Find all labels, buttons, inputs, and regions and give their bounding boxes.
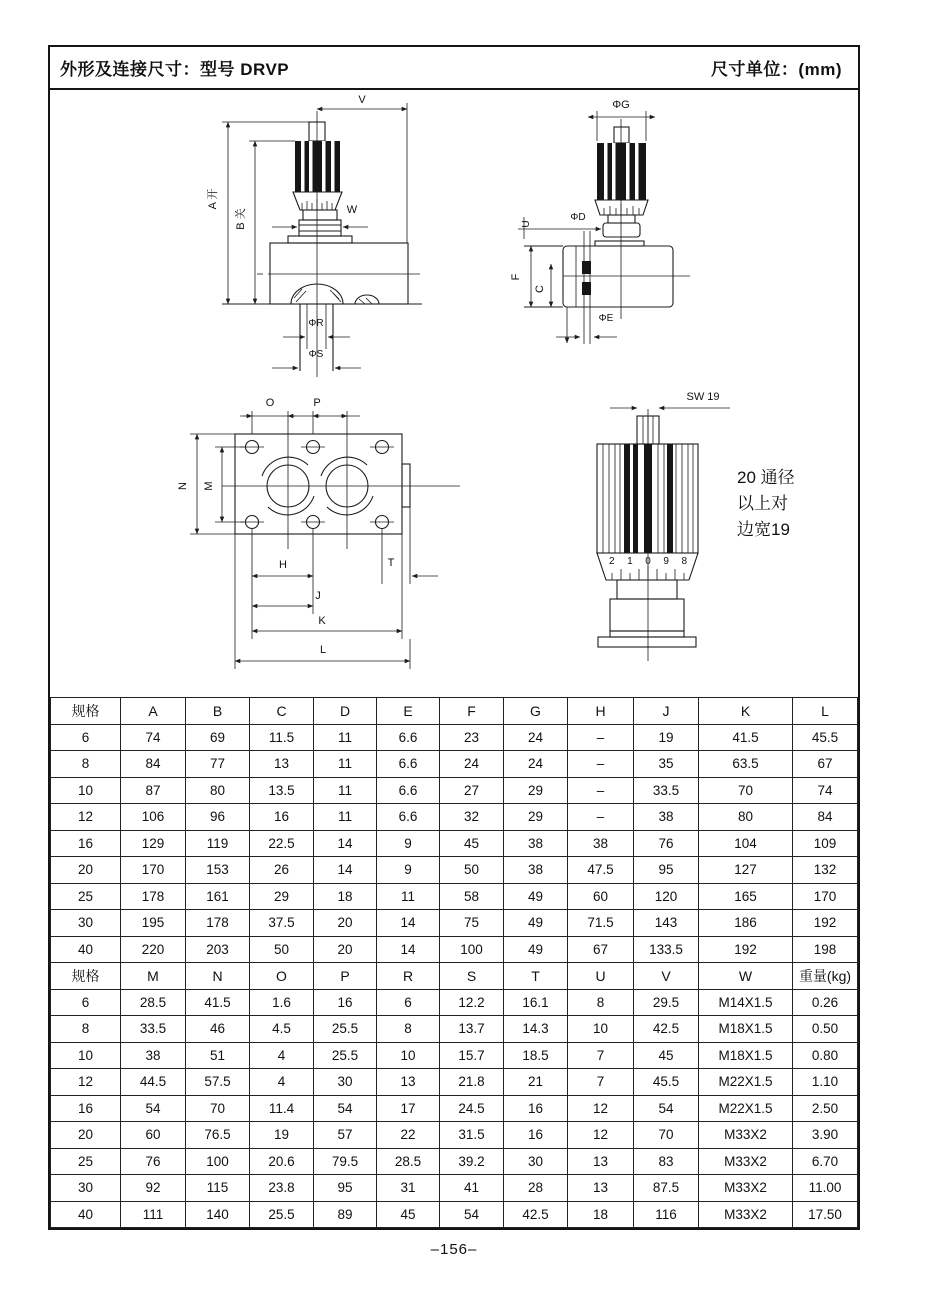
- dimension-cell: M22X1.5: [699, 1069, 793, 1096]
- dimension-cell: –: [568, 751, 634, 778]
- dimension-cell: 10: [51, 777, 121, 804]
- dimension-table-1: [50, 697, 858, 963]
- dimension-cell: 23.8: [250, 1175, 314, 1202]
- column-header: W: [699, 963, 793, 990]
- dimension-cell: 45.5: [793, 724, 858, 751]
- dimension-cell: M14X1.5: [699, 989, 793, 1016]
- dimension-cell: 57.5: [186, 1069, 250, 1096]
- column-header: H: [568, 698, 634, 725]
- dimension-cell: 192: [793, 910, 858, 937]
- column-header: B: [186, 698, 250, 725]
- dimension-cell: –: [568, 777, 634, 804]
- dimension-cell: 106: [121, 804, 186, 831]
- dimension-cell: 79.5: [314, 1148, 377, 1175]
- dimension-cell: 18: [568, 1201, 634, 1228]
- dimension-cell: 16: [504, 1122, 568, 1149]
- dimension-cell: 25.5: [250, 1201, 314, 1228]
- dimension-cell: 41.5: [699, 724, 793, 751]
- dimension-cell: M33X2: [699, 1175, 793, 1202]
- dimension-cell: 6.6: [377, 751, 440, 778]
- dimension-cell: 16: [314, 989, 377, 1016]
- dimension-table-2: [50, 962, 858, 1228]
- dimension-cell: 4.5: [250, 1016, 314, 1043]
- column-header: J: [634, 698, 699, 725]
- dimension-cell: 32: [440, 804, 504, 831]
- document-frame: [48, 45, 860, 1230]
- dimension-cell: 0.26: [793, 989, 858, 1016]
- dimension-cell: 13: [568, 1148, 634, 1175]
- dimension-cell: 54: [634, 1095, 699, 1122]
- dimension-cell: 140: [186, 1201, 250, 1228]
- dimension-cell: 54: [314, 1095, 377, 1122]
- dimension-cell: 16.1: [504, 989, 568, 1016]
- dimension-cell: 14.3: [504, 1016, 568, 1043]
- dimension-cell: M33X2: [699, 1201, 793, 1228]
- column-header: V: [634, 963, 699, 990]
- dimension-cell: 80: [186, 777, 250, 804]
- table-row: [51, 830, 858, 857]
- dim-label-m: M: [203, 481, 215, 491]
- dimension-cell: 33.5: [121, 1016, 186, 1043]
- unit-note: 尺寸单位：(mm): [710, 60, 842, 79]
- dimension-cell: 165: [699, 883, 793, 910]
- dim-label-k: K: [318, 615, 326, 627]
- dimension-cell: 16: [504, 1095, 568, 1122]
- dimension-cell: 37.5: [250, 910, 314, 937]
- dim-label-phi-g: ΦG: [612, 99, 630, 111]
- dim-label-w: W: [346, 204, 358, 216]
- page-title: 外形及连接尺寸：型号 DRVP: [60, 60, 290, 79]
- front-view-drawing: [170, 94, 460, 384]
- table-row: [51, 1042, 858, 1069]
- dim-label-c: C: [534, 285, 546, 293]
- dimension-cell: –: [568, 724, 634, 751]
- dimension-cell: 153: [186, 857, 250, 884]
- dimension-cell: 12: [568, 1122, 634, 1149]
- dimension-cell: 120: [634, 883, 699, 910]
- dimension-cell: 186: [699, 910, 793, 937]
- dimension-cell: 7: [568, 1069, 634, 1096]
- dimension-cell: 29: [250, 883, 314, 910]
- dimension-cell: 115: [186, 1175, 250, 1202]
- column-header: P: [314, 963, 377, 990]
- table-row: [51, 777, 858, 804]
- dimension-cell: 24: [504, 724, 568, 751]
- dimension-cell: 19: [250, 1122, 314, 1149]
- dimension-cell: 21: [504, 1069, 568, 1096]
- dimension-cell: 44.5: [121, 1069, 186, 1096]
- dimension-cell: 198: [793, 936, 858, 963]
- dimension-cell: 70: [186, 1095, 250, 1122]
- dim-label-p: P: [313, 397, 321, 409]
- dimension-cell: 14: [377, 910, 440, 937]
- dimension-cell: 80: [699, 804, 793, 831]
- dimension-cell: 60: [568, 883, 634, 910]
- dim-label-f: F: [510, 273, 522, 281]
- column-header: 规格: [51, 963, 121, 990]
- dimension-cell: 27: [440, 777, 504, 804]
- dimension-cell: 42.5: [634, 1016, 699, 1043]
- dimension-cell: 170: [121, 857, 186, 884]
- dim-label-phi-e: ΦE: [598, 313, 614, 324]
- column-header: K: [699, 698, 793, 725]
- dimension-cell: 13: [250, 751, 314, 778]
- dimension-cell: 67: [568, 936, 634, 963]
- dim-label-o: O: [265, 397, 275, 409]
- dimension-cell: 100: [440, 936, 504, 963]
- dimension-cell: 20: [51, 1122, 121, 1149]
- dimension-cell: 20: [51, 857, 121, 884]
- dimension-cell: 20.6: [250, 1148, 314, 1175]
- dimension-cell: 26: [250, 857, 314, 884]
- dimension-cell: 46: [186, 1016, 250, 1043]
- dimension-cell: 22: [377, 1122, 440, 1149]
- dim-label-b-close: B 关: [235, 208, 247, 230]
- dimension-cell: 12: [51, 804, 121, 831]
- dimension-cell: 178: [121, 883, 186, 910]
- column-header: D: [314, 698, 377, 725]
- dimension-cell: 31: [377, 1175, 440, 1202]
- dimension-cell: 29: [504, 777, 568, 804]
- dimension-cell: –: [568, 804, 634, 831]
- dimension-cell: 17.50: [793, 1201, 858, 1228]
- column-header: F: [440, 698, 504, 725]
- table-row: [51, 751, 858, 778]
- dim-label-j: J: [315, 590, 321, 602]
- dimension-cell: 40: [51, 1201, 121, 1228]
- column-header: T: [504, 963, 568, 990]
- dimension-cell: 33.5: [634, 777, 699, 804]
- dimension-cell: 39.2: [440, 1148, 504, 1175]
- dimension-cell: 45: [634, 1042, 699, 1069]
- dimension-cell: 11.00: [793, 1175, 858, 1202]
- dimension-cell: 9: [377, 830, 440, 857]
- knob-detail-drawing: [555, 384, 855, 669]
- dimension-cell: 95: [634, 857, 699, 884]
- table-row: [51, 857, 858, 884]
- dimension-cell: 38: [504, 857, 568, 884]
- dimension-cell: 84: [121, 751, 186, 778]
- dim-label-v: V: [358, 94, 366, 106]
- dimension-cell: 58: [440, 883, 504, 910]
- dimension-cell: 8: [568, 989, 634, 1016]
- dimension-cell: 45.5: [634, 1069, 699, 1096]
- dimension-cell: 100: [186, 1148, 250, 1175]
- dimension-cell: 70: [634, 1122, 699, 1149]
- dimension-cell: 76: [121, 1148, 186, 1175]
- column-header: C: [250, 698, 314, 725]
- dimension-cell: 12.2: [440, 989, 504, 1016]
- column-header: A: [121, 698, 186, 725]
- table-row: [51, 1148, 858, 1175]
- dimension-cell: 29.5: [634, 989, 699, 1016]
- top-view-drawing: [170, 389, 480, 679]
- dimension-cell: 95: [314, 1175, 377, 1202]
- dimension-cell: 30: [51, 910, 121, 937]
- table-row: [51, 724, 858, 751]
- column-header: G: [504, 698, 568, 725]
- dimension-cell: 12: [51, 1069, 121, 1096]
- dimension-cell: 16: [51, 830, 121, 857]
- dimension-cell: 92: [121, 1175, 186, 1202]
- dimension-cell: 38: [634, 804, 699, 831]
- dimension-cell: 10: [568, 1016, 634, 1043]
- dimension-cell: 25.5: [314, 1042, 377, 1069]
- dimension-cell: 15.7: [440, 1042, 504, 1069]
- dimension-cell: 11: [314, 777, 377, 804]
- dimension-cell: 25: [51, 883, 121, 910]
- dimension-cell: 1.10: [793, 1069, 858, 1096]
- table-row: [51, 910, 858, 937]
- dimension-cell: 11.5: [250, 724, 314, 751]
- dimension-cell: 74: [793, 777, 858, 804]
- dimension-cell: 1.6: [250, 989, 314, 1016]
- side-view-drawing: [490, 94, 770, 354]
- dimension-cell: 8: [377, 1016, 440, 1043]
- dimension-cell: 195: [121, 910, 186, 937]
- dimension-cell: 11.4: [250, 1095, 314, 1122]
- dimension-cell: 49: [504, 910, 568, 937]
- dimension-cell: 57: [314, 1122, 377, 1149]
- dimension-cell: 7: [568, 1042, 634, 1069]
- dimension-cell: 109: [793, 830, 858, 857]
- column-header: N: [186, 963, 250, 990]
- dimension-cell: 25.5: [314, 1016, 377, 1043]
- dimension-cell: 75: [440, 910, 504, 937]
- dimension-cell: 8: [51, 751, 121, 778]
- dimension-cell: 170: [793, 883, 858, 910]
- dimension-cell: 76.5: [186, 1122, 250, 1149]
- drawing-area: [50, 90, 858, 697]
- dimension-cell: 54: [440, 1201, 504, 1228]
- dimension-cell: 203: [186, 936, 250, 963]
- table-row: [51, 1175, 858, 1202]
- dim-label-h: H: [279, 559, 287, 571]
- dimension-cell: 13: [568, 1175, 634, 1202]
- knob-note-line1: 20 通径: [737, 468, 795, 487]
- dimension-cell: 69: [186, 724, 250, 751]
- dimension-cell: 30: [504, 1148, 568, 1175]
- dimension-cell: 161: [186, 883, 250, 910]
- dimension-cell: 2.50: [793, 1095, 858, 1122]
- dimension-cell: 83: [634, 1148, 699, 1175]
- dimension-cell: 3.90: [793, 1122, 858, 1149]
- dimension-cell: 30: [314, 1069, 377, 1096]
- dimension-cell: 18.5: [504, 1042, 568, 1069]
- dim-label-phi-d: ΦD: [570, 212, 586, 223]
- dimension-cell: 119: [186, 830, 250, 857]
- dimension-cell: 21.8: [440, 1069, 504, 1096]
- dimension-cell: 38: [504, 830, 568, 857]
- column-header: M: [121, 963, 186, 990]
- dimension-cell: 70: [699, 777, 793, 804]
- dimension-cell: 20: [314, 910, 377, 937]
- dimension-cell: 192: [699, 936, 793, 963]
- dimension-cell: 4: [250, 1069, 314, 1096]
- dim-label-u: U: [521, 220, 532, 228]
- dimension-cell: M18X1.5: [699, 1016, 793, 1043]
- dimension-cell: 41.5: [186, 989, 250, 1016]
- dim-label-sw: SW 19: [686, 391, 720, 403]
- knob-note-line2: 以上对: [737, 494, 788, 513]
- column-header: U: [568, 963, 634, 990]
- dimension-cell: 14: [377, 936, 440, 963]
- dim-label-a-open: A 开: [207, 188, 219, 210]
- dimension-cell: 18: [314, 883, 377, 910]
- dim-label-phi-r: ΦR: [308, 318, 324, 329]
- column-header: O: [250, 963, 314, 990]
- dimension-cell: 45: [440, 830, 504, 857]
- table-row: [51, 1069, 858, 1096]
- dimension-cell: 16: [51, 1095, 121, 1122]
- dimension-cell: 31.5: [440, 1122, 504, 1149]
- dimension-cell: 11: [314, 724, 377, 751]
- table-row: [51, 804, 858, 831]
- page-number: –156–: [430, 1241, 478, 1258]
- dimension-cell: 127: [699, 857, 793, 884]
- dimension-cell: 19: [634, 724, 699, 751]
- column-header: E: [377, 698, 440, 725]
- dimension-cell: M33X2: [699, 1148, 793, 1175]
- dimension-cell: 87: [121, 777, 186, 804]
- column-header: S: [440, 963, 504, 990]
- dimension-cell: 6.6: [377, 777, 440, 804]
- dimension-cell: 74: [121, 724, 186, 751]
- dimension-cell: 28.5: [121, 989, 186, 1016]
- dim-label-l: L: [319, 644, 327, 656]
- dimension-cell: 9: [377, 857, 440, 884]
- column-header: L: [793, 698, 858, 725]
- dimension-cell: 0.50: [793, 1016, 858, 1043]
- document-header: [50, 47, 858, 90]
- dimension-cell: 51: [186, 1042, 250, 1069]
- dimension-cell: 45: [377, 1201, 440, 1228]
- dimension-cell: 67: [793, 751, 858, 778]
- dimension-cell: 16: [250, 804, 314, 831]
- dimension-cell: 13.7: [440, 1016, 504, 1043]
- dimension-cell: 87.5: [634, 1175, 699, 1202]
- dimension-cell: 220: [121, 936, 186, 963]
- dimension-cell: 76: [634, 830, 699, 857]
- dimension-cell: 133.5: [634, 936, 699, 963]
- dimension-cell: 116: [634, 1201, 699, 1228]
- table-row: [51, 936, 858, 963]
- dimension-cell: 50: [440, 857, 504, 884]
- dimension-cell: 132: [793, 857, 858, 884]
- dimension-cell: 6: [51, 989, 121, 1016]
- dimension-cell: 28: [504, 1175, 568, 1202]
- dimension-cell: 8: [51, 1016, 121, 1043]
- dimension-cell: 104: [699, 830, 793, 857]
- table-row: [51, 989, 858, 1016]
- dimension-cell: 50: [250, 936, 314, 963]
- dimension-cell: 6: [377, 989, 440, 1016]
- dimension-cell: 24: [504, 751, 568, 778]
- dimension-cell: 71.5: [568, 910, 634, 937]
- dimension-cell: 47.5: [568, 857, 634, 884]
- dimension-cell: 14: [314, 830, 377, 857]
- dimension-cell: 24.5: [440, 1095, 504, 1122]
- dimension-cell: 6: [51, 724, 121, 751]
- dimension-cell: 11: [377, 883, 440, 910]
- dimension-cell: 17: [377, 1095, 440, 1122]
- dimension-cell: 96: [186, 804, 250, 831]
- column-header: 规格: [51, 698, 121, 725]
- dimension-cell: 38: [121, 1042, 186, 1069]
- table-row: [51, 1095, 858, 1122]
- dimension-cell: M22X1.5: [699, 1095, 793, 1122]
- column-header: R: [377, 963, 440, 990]
- dimension-cell: 38: [568, 830, 634, 857]
- dimension-cell: 13: [377, 1069, 440, 1096]
- dim-label-n: N: [177, 482, 189, 490]
- dimension-cell: 13.5: [250, 777, 314, 804]
- dimension-cell: 6.70: [793, 1148, 858, 1175]
- dimension-cell: 111: [121, 1201, 186, 1228]
- dimension-cell: 63.5: [699, 751, 793, 778]
- table-row: [51, 883, 858, 910]
- dim-label-t: T: [387, 557, 395, 569]
- dimension-cell: 10: [377, 1042, 440, 1069]
- column-header: 重量(kg): [793, 963, 858, 990]
- dimension-cell: M33X2: [699, 1122, 793, 1149]
- dimension-cell: 84: [793, 804, 858, 831]
- dimension-cell: 23: [440, 724, 504, 751]
- dimension-cell: 129: [121, 830, 186, 857]
- dimension-cell: 30: [51, 1175, 121, 1202]
- dimension-cell: 40: [51, 936, 121, 963]
- dimension-cell: 20: [314, 936, 377, 963]
- dimension-cell: M18X1.5: [699, 1042, 793, 1069]
- table-row: [51, 1016, 858, 1043]
- dimension-cell: 89: [314, 1201, 377, 1228]
- knob-note-line3: 边宽19: [737, 520, 790, 539]
- header-row: [51, 698, 858, 725]
- dimension-cell: 143: [634, 910, 699, 937]
- dimension-cell: 10: [51, 1042, 121, 1069]
- dimension-cell: 4: [250, 1042, 314, 1069]
- dimension-cell: 6.6: [377, 724, 440, 751]
- dimension-cell: 178: [186, 910, 250, 937]
- dimension-cell: 60: [121, 1122, 186, 1149]
- dimension-cell: 41: [440, 1175, 504, 1202]
- dimension-cell: 54: [121, 1095, 186, 1122]
- dimension-cell: 11: [314, 804, 377, 831]
- header-row: [51, 963, 858, 990]
- dimension-cell: 24: [440, 751, 504, 778]
- dimension-cell: 28.5: [377, 1148, 440, 1175]
- table-row: [51, 1201, 858, 1228]
- dimension-cell: 49: [504, 936, 568, 963]
- dimension-cell: 35: [634, 751, 699, 778]
- table-row: [51, 1122, 858, 1149]
- knob-scale-numbers: 2 1 0 9 8: [609, 556, 687, 567]
- dimension-cell: 22.5: [250, 830, 314, 857]
- dimension-cell: 12: [568, 1095, 634, 1122]
- dim-label-phi-s: ΦS: [308, 349, 324, 360]
- dimension-cell: 6.6: [377, 804, 440, 831]
- dimension-cell: 29: [504, 804, 568, 831]
- dimension-cell: 0.80: [793, 1042, 858, 1069]
- dimension-cell: 49: [504, 883, 568, 910]
- dimension-cell: 25: [51, 1148, 121, 1175]
- dimension-cell: 11: [314, 751, 377, 778]
- dimension-cell: 14: [314, 857, 377, 884]
- dimension-cell: 77: [186, 751, 250, 778]
- dimension-cell: 42.5: [504, 1201, 568, 1228]
